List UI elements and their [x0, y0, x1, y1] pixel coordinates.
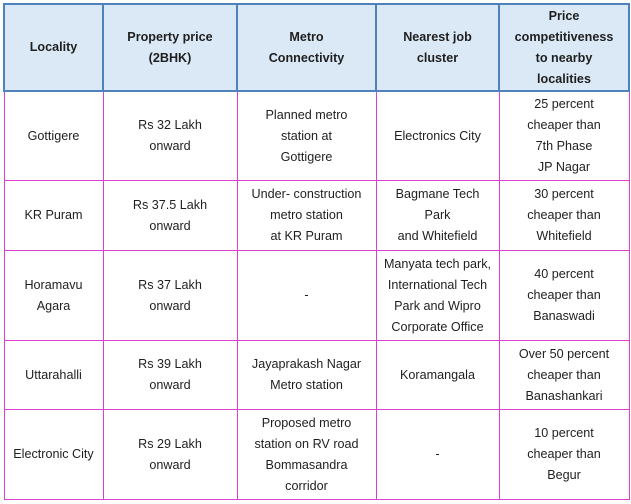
job-cluster-cell — [376, 181, 499, 251]
job-cluster-value: Koramangala — [400, 367, 475, 382]
locality-cell — [4, 181, 103, 251]
price-value: Rs 32 Lakh onward — [138, 118, 202, 153]
price-value: Rs 29 Lakh onward — [138, 436, 202, 472]
metro-cell — [237, 181, 376, 251]
locality-cell — [4, 410, 103, 500]
property-comparison-table — [3, 3, 630, 500]
metro-value: - — [304, 288, 309, 302]
locality-cell — [4, 251, 103, 341]
table-row — [4, 251, 629, 341]
locality-cell — [4, 91, 103, 181]
price-cell — [103, 181, 237, 251]
metro-cell — [237, 410, 376, 500]
price-cell — [103, 91, 237, 181]
header-property-price — [103, 4, 237, 91]
job-cluster-cell — [376, 410, 499, 500]
price-cell — [103, 341, 237, 410]
table-row — [4, 341, 629, 410]
price-cell — [103, 410, 237, 500]
locality-value: KR Puram — [24, 208, 83, 222]
job-cluster-value: Electronics City — [394, 128, 481, 143]
table-row — [4, 181, 629, 251]
header-locality-label: Locality — [29, 40, 78, 54]
competitiveness-cell — [499, 91, 629, 181]
metro-cell — [237, 341, 376, 410]
locality-cell — [4, 341, 103, 410]
locality-value: Uttarahalli — [25, 367, 82, 382]
metro-value: Under- construction metro station at KR Puram — [251, 187, 362, 243]
header-locality — [4, 4, 103, 91]
metro-cell — [237, 91, 376, 181]
header-price-competitiveness-label: Price competitiveness to nearby localities — [514, 8, 614, 86]
price-value: Rs 37.5 Lakh onward — [132, 197, 208, 233]
header-property-price-label: Property price (2BHK) — [127, 29, 213, 65]
competitiveness-value: 25 percent cheaper than 7th Phase JP Nagar — [527, 97, 601, 174]
competitiveness-value: 40 percent cheaper than Banaswadi — [527, 267, 601, 323]
header-metro-connectivity — [237, 4, 376, 91]
table-row — [4, 91, 629, 181]
metro-value: Planned metro station at Gottigere — [265, 107, 348, 164]
metro-value: Proposed metro station on RV road Bommasandra corridor — [254, 415, 359, 493]
metro-cell — [237, 251, 376, 341]
price-cell — [103, 251, 237, 341]
header-nearest-job-cluster — [376, 4, 499, 91]
job-cluster-value: Bagmane Tech Park and Whitefield — [395, 187, 480, 243]
job-cluster-value: - — [435, 447, 440, 461]
price-value: Rs 37 Lakh onward — [138, 277, 202, 313]
competitiveness-value: 10 percent cheaper than Begur — [527, 426, 601, 482]
header-metro-connectivity-label: Metro Connectivity — [268, 29, 345, 65]
metro-value: Jayaprakash Nagar Metro station — [251, 357, 362, 392]
job-cluster-cell — [376, 91, 499, 181]
competitiveness-value: Over 50 percent cheaper than Banashankari — [518, 346, 610, 403]
table-body — [4, 91, 629, 500]
job-cluster-cell — [376, 341, 499, 410]
competitiveness-cell — [499, 181, 629, 251]
locality-value: Electronic City — [13, 447, 94, 461]
locality-value: Horamavu Agara — [24, 277, 83, 313]
header-row — [4, 4, 629, 91]
job-cluster-cell — [376, 251, 499, 341]
competitiveness-value: 30 percent cheaper than Whitefield — [527, 187, 601, 243]
locality-value: Gottigere — [27, 128, 80, 143]
job-cluster-value: Manyata tech park, International Tech Park and Wipro Corporate Office — [383, 256, 492, 334]
competitiveness-cell — [499, 341, 629, 410]
header-price-competitiveness — [499, 4, 629, 91]
competitiveness-cell — [499, 410, 629, 500]
price-value: Rs 39 Lakh onward — [138, 357, 202, 392]
table-row — [4, 410, 629, 500]
table-header — [4, 4, 629, 91]
competitiveness-cell — [499, 251, 629, 341]
header-nearest-job-cluster-label: Nearest job cluster — [403, 29, 472, 65]
